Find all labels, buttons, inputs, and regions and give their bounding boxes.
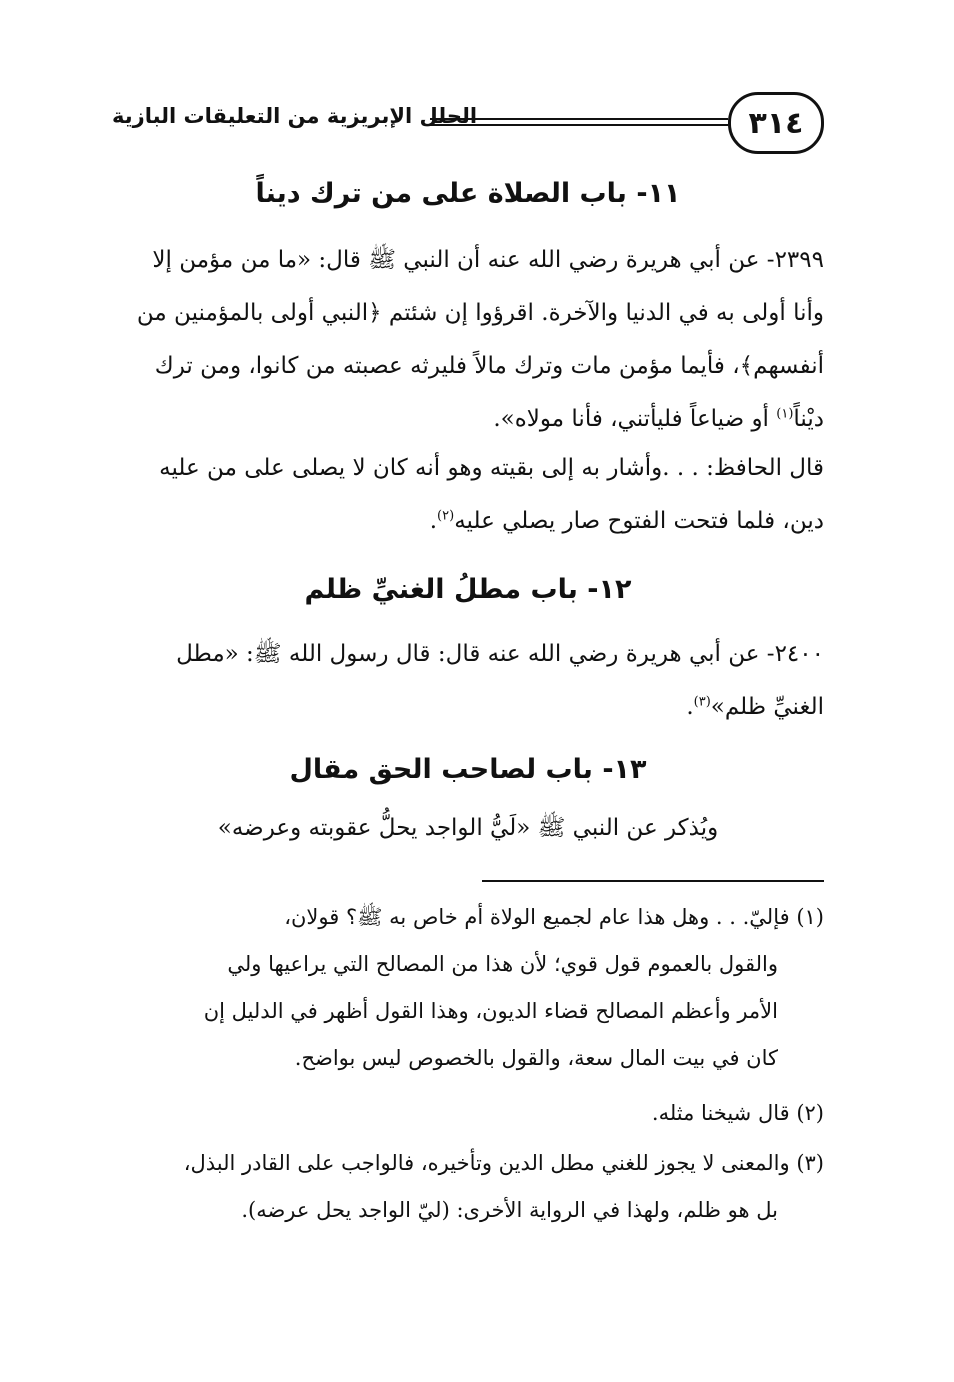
footnote-separator bbox=[482, 880, 824, 882]
text-line bbox=[112, 681, 824, 734]
footnote-line: والقول بالعموم قول قوي؛ لأن هذا من المصالح التي يراعيها ولي bbox=[227, 952, 778, 976]
footnote-line: الأمر وأعظم المصالح قضاء الديون، وهذا القول أظهر في الدليل إن bbox=[203, 999, 778, 1023]
footnote-line: بل هو ظلم، ولهذا في الرواية الأخرى: (ليّ الواجد يحل عرضه). bbox=[241, 1198, 778, 1222]
text-line bbox=[112, 393, 824, 446]
footnote-ref-1: (١) bbox=[776, 406, 794, 422]
text-line: قال الحافظ: . . .وأشار به إلى بقيته وهو أنه كان لا يصلى على من عليه bbox=[159, 455, 824, 481]
footnote-line: كان في بيت المال سعة، والقول بالخصوص ليس بواضح. bbox=[294, 1046, 778, 1070]
running-header bbox=[112, 92, 824, 158]
text-fragment: . bbox=[429, 508, 438, 534]
footnote-ref-2: (٢) bbox=[437, 508, 455, 524]
footnote-line: (١) فإليّ. . . وهل هذا عام لجميع الولاة أم خاص به ﷺ؟ قولان، bbox=[284, 905, 824, 929]
text-fragment: أو ضياعاً فليأتني، فأنا مولاه». bbox=[493, 406, 769, 432]
text-line: ٢٤٠٠- عن أبي هريرة رضي الله عنه قال: قال رسول الله ﷺ: «مطل bbox=[176, 641, 824, 667]
hafiz-comment bbox=[112, 442, 824, 548]
page-number: ٣١٤ bbox=[748, 105, 804, 141]
footnote-2 bbox=[112, 1090, 824, 1137]
text-line bbox=[112, 495, 824, 548]
text-line: وأنا أولى به في الدنيا والآخرة. اقرؤوا إن شئتم ﴿النبي أولى بالمؤمنين من bbox=[136, 300, 824, 326]
text-fragment: دين، فلما فتحت الفتوح صار يصلي عليه bbox=[454, 508, 824, 534]
text-line: أنفسهم﴾، فأيما مؤمن مات وترك مالاً فليرثه عصبته من كانوا، ومن ترك bbox=[154, 353, 824, 379]
chapter-13-note: ويُذكر عن النبي ﷺ «لَيُّ الواجد يحلُّ عقوبته وعرضه» bbox=[217, 815, 719, 841]
chapter-heading-12: ١٢- باب مطلُ الغنيِّ ظلم bbox=[304, 574, 632, 605]
text-fragment: ديْناً bbox=[793, 406, 824, 432]
chapter-heading-11: ١١- باب الصلاة على من ترك ديناً bbox=[255, 178, 681, 209]
running-title: الحلل الإبريزية من التعليقات البازية bbox=[112, 104, 478, 128]
footnote-1 bbox=[112, 894, 824, 1082]
footnote-line: (٣) والمعنى لا يجوز للغني مطل الدين وتأخيره، فالواجب على القادر البذل، bbox=[183, 1151, 824, 1175]
text-fragment: . bbox=[686, 694, 694, 720]
hadith-2399 bbox=[112, 234, 824, 446]
text-line: ٢٣٩٩- عن أبي هريرة رضي الله عنه أن النبي ﷺ قال: «ما من مؤمن إلا bbox=[152, 247, 824, 273]
chapter-heading-13: ١٣- باب لصاحب الحق مقال bbox=[289, 754, 647, 785]
footnote-3 bbox=[112, 1140, 824, 1234]
hadith-2400 bbox=[112, 628, 824, 734]
text-fragment: الغنيِّ ظلم» bbox=[710, 694, 824, 720]
footnote-line: (٢) قال شيخنا مثله. bbox=[651, 1101, 824, 1125]
page-number-badge bbox=[728, 92, 824, 154]
footnote-ref-3: (٣) bbox=[693, 694, 711, 710]
